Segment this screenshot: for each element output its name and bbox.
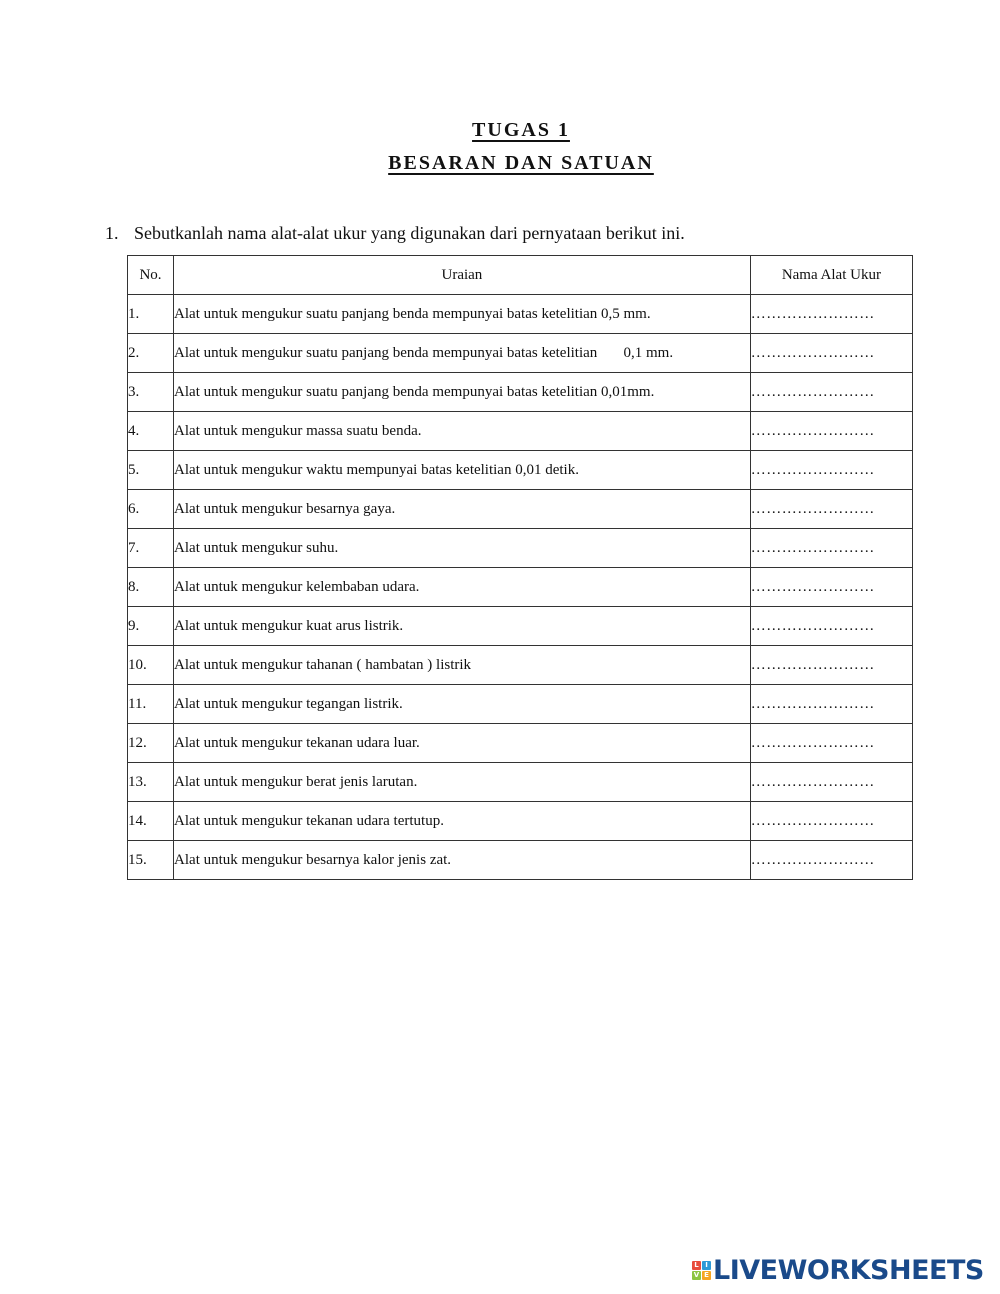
row-uraian: Alat untuk mengukur tahanan ( hambatan ) listrik bbox=[174, 646, 751, 685]
answer-field[interactable]: …………………… bbox=[750, 607, 912, 646]
logo-mark-square: I bbox=[702, 1261, 711, 1270]
row-uraian: Alat untuk mengukur tekanan udara luar. bbox=[174, 724, 751, 763]
row-number: 6. bbox=[128, 490, 174, 529]
liveworksheets-logo-icon bbox=[692, 1261, 711, 1280]
row-uraian: Alat untuk mengukur suatu panjang benda mempunyai batas ketelitian 0,5 mm. bbox=[174, 295, 751, 334]
question-text: Sebutkanlah nama alat-alat ukur yang digunakan dari pernyataan berikut ini. bbox=[134, 223, 685, 243]
row-number: 14. bbox=[128, 802, 174, 841]
row-number: 2. bbox=[128, 334, 174, 373]
table-row bbox=[128, 646, 913, 685]
row-uraian: Alat untuk mengukur tegangan listrik. bbox=[174, 685, 751, 724]
table-row bbox=[128, 529, 913, 568]
row-number: 4. bbox=[128, 412, 174, 451]
table-header-row bbox=[128, 256, 913, 295]
table-row bbox=[128, 295, 913, 334]
answer-table bbox=[127, 255, 913, 880]
answer-field[interactable]: …………………… bbox=[750, 685, 912, 724]
liveworksheets-logo-text: LIVEWORKSHEETS bbox=[713, 1254, 984, 1286]
table-row bbox=[128, 373, 913, 412]
liveworksheets-logo bbox=[692, 1256, 984, 1284]
table-row bbox=[128, 568, 913, 607]
answer-field[interactable]: …………………… bbox=[750, 451, 912, 490]
row-number: 1. bbox=[128, 295, 174, 334]
row-uraian: Alat untuk mengukur suatu panjang benda mempunyai batas ketelitian 0,01mm. bbox=[174, 373, 751, 412]
answer-field[interactable]: …………………… bbox=[750, 802, 912, 841]
logo-mark-square: L bbox=[692, 1261, 701, 1270]
table-row bbox=[128, 334, 913, 373]
column-header-nama-alat-ukur: Nama Alat Ukur bbox=[750, 256, 912, 295]
table-row bbox=[128, 841, 913, 880]
column-header-no: No. bbox=[128, 256, 174, 295]
answer-field[interactable]: …………………… bbox=[750, 568, 912, 607]
answer-field[interactable]: …………………… bbox=[750, 646, 912, 685]
row-uraian: Alat untuk mengukur berat jenis larutan. bbox=[174, 763, 751, 802]
answer-field[interactable]: …………………… bbox=[750, 724, 912, 763]
question-1 bbox=[105, 223, 685, 244]
row-number: 9. bbox=[128, 607, 174, 646]
row-uraian: Alat untuk mengukur kuat arus listrik. bbox=[174, 607, 751, 646]
table-row bbox=[128, 763, 913, 802]
table-row bbox=[128, 412, 913, 451]
row-number: 5. bbox=[128, 451, 174, 490]
row-uraian: Alat untuk mengukur waktu mempunyai batas ketelitian 0,01 detik. bbox=[174, 451, 751, 490]
row-uraian: Alat untuk mengukur suatu panjang benda mempunyai batas ketelitian 0,1 mm. bbox=[174, 334, 751, 373]
row-uraian: Alat untuk mengukur besarnya gaya. bbox=[174, 490, 751, 529]
table-body bbox=[128, 295, 913, 880]
table-row bbox=[128, 802, 913, 841]
row-number: 3. bbox=[128, 373, 174, 412]
table-row bbox=[128, 490, 913, 529]
row-number: 10. bbox=[128, 646, 174, 685]
answer-field[interactable]: …………………… bbox=[750, 763, 912, 802]
question-number: 1. bbox=[105, 223, 119, 243]
worksheet-title: TUGAS 1 bbox=[472, 119, 570, 141]
logo-mark-square: E bbox=[702, 1271, 711, 1280]
row-number: 11. bbox=[128, 685, 174, 724]
table-row bbox=[128, 685, 913, 724]
row-uraian: Alat untuk mengukur tekanan udara tertutup. bbox=[174, 802, 751, 841]
column-header-uraian: Uraian bbox=[174, 256, 751, 295]
row-uraian: Alat untuk mengukur massa suatu benda. bbox=[174, 412, 751, 451]
row-number: 12. bbox=[128, 724, 174, 763]
answer-field[interactable]: …………………… bbox=[750, 841, 912, 880]
answer-field[interactable]: …………………… bbox=[750, 373, 912, 412]
row-uraian: Alat untuk mengukur suhu. bbox=[174, 529, 751, 568]
answer-field[interactable]: …………………… bbox=[750, 490, 912, 529]
answer-field[interactable]: …………………… bbox=[750, 295, 912, 334]
row-number: 7. bbox=[128, 529, 174, 568]
worksheet-subtitle: BESARAN DAN SATUAN bbox=[388, 152, 654, 174]
answer-field[interactable]: …………………… bbox=[750, 334, 912, 373]
table-row bbox=[128, 607, 913, 646]
table-row bbox=[128, 724, 913, 763]
logo-mark-square: V bbox=[693, 1271, 700, 1279]
row-number: 8. bbox=[128, 568, 174, 607]
row-uraian: Alat untuk mengukur kelembaban udara. bbox=[174, 568, 751, 607]
table-row bbox=[128, 451, 913, 490]
answer-field[interactable]: …………………… bbox=[750, 529, 912, 568]
row-number: 15. bbox=[128, 841, 174, 880]
row-uraian: Alat untuk mengukur besarnya kalor jenis zat. bbox=[174, 841, 751, 880]
answer-field[interactable]: …………………… bbox=[750, 412, 912, 451]
row-number: 13. bbox=[128, 763, 174, 802]
